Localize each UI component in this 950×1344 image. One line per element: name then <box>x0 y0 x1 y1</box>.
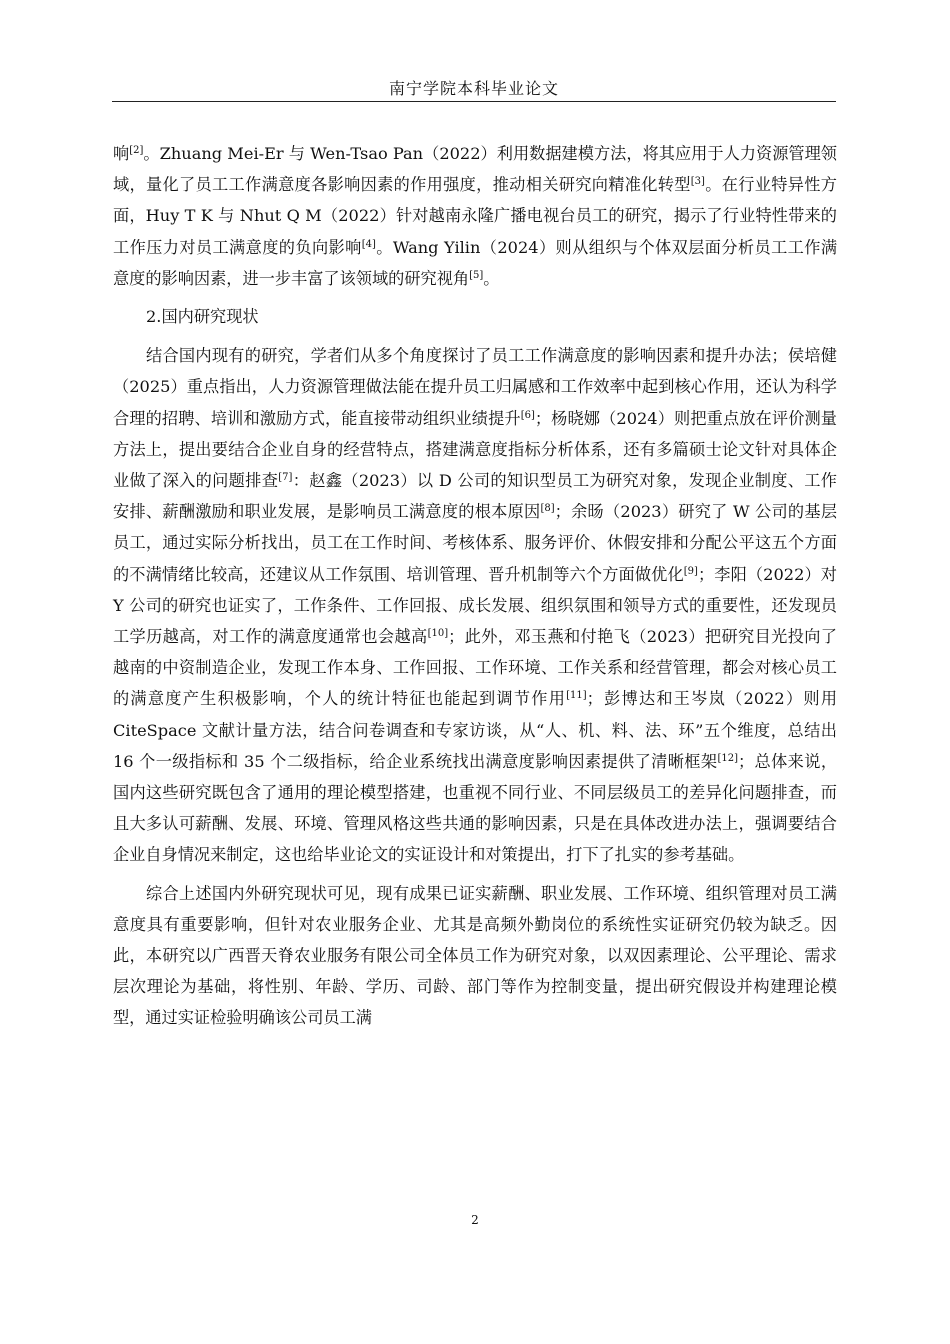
citation-marker: [5] <box>469 269 484 281</box>
text-run: ；彭博达和王岑岚（2022）则用 CiteSpace 文献计量方法，结合问卷调查和专家访谈，从“人、机、料、法、环”五个维度，总结出 16 个一级指标和 35 个二级指标，给企业系统找出满意度影响因素提供了清晰框架 <box>113 689 838 771</box>
text-run: 。 <box>483 268 500 288</box>
citation-marker: [2] <box>129 145 144 156</box>
citation-marker: [7] <box>278 472 293 484</box>
citation-marker: [4] <box>361 238 376 250</box>
citation-marker: [11] <box>566 690 587 702</box>
header-rule <box>112 101 836 102</box>
text-run: 响 <box>113 144 130 163</box>
text-run: 综合上述国内外研究现状可见，现有成果已证实薪酬、职业发展、工作环境、组织管理对员工满意度具有重要影响，但针对农业服务企业、尤其是高频外勤岗位的系统性实证研究仍较为缺乏。因此，本研究以广西晋天脊农业服务有限公司全体员工作为研究对象，以双因素理论、公平理论、需求层次理论为基础，将性别、年龄、学历、司龄、部门等作为控制变量，提出研究假设并构建理论模型，通过实证检验明确该公司员工满 <box>113 883 837 1028</box>
body-text <box>113 138 837 1041</box>
citation-marker: [10] <box>427 628 449 640</box>
text-run: ；余旸（2023）研究了 W 公司的基层员工，通过实际分析找出，员工在工作时间、考核体系、服务评价、休假安排和分配公平这五个方面的不满情绪比较高，还建议从工作氛围、培训管理、晋升机制等六个方面做优化 <box>113 502 838 584</box>
running-header: 南宁学院本科毕业论文 <box>388 79 559 98</box>
text-run: 结合国内现有的研究，学者们从多个角度探讨了员工工作满意度的影响因素和提升办法；侯培健（2025）重点指出，人力资源管理做法能在提升员工归属感和工作效率中起到核心作用，还认为科学合理的招聘、培训和激励方式，能直接带动组织业绩提升 <box>113 346 837 428</box>
section-heading-domestic-research: 2.国内研究现状 <box>146 307 259 327</box>
citation-marker: [8] <box>540 503 555 515</box>
text-run: ；总体来说，国内这些研究既包含了通用的理论模型搭建，也重视不同行业、不同层级员工的差异化问题排查，而且大多认可薪酬、发展、环境、管理风格这些共通的影响因素，只是在具体改进办法上，强调要结合企业自身情况来制定，这也给毕业论文的实证设计和对策提出，打下了扎实的参考基础。 <box>113 751 838 865</box>
paragraph-foreign-research-end <box>113 138 837 294</box>
text-run: ；杨晓娜（2024）则把重点放在评价测量方法上，提出要结合企业自身的经营特点，搭建满意度指标分析体系，还有多篇硕士论文针对具体企业做了深入的问题排查 <box>113 408 837 491</box>
text-run: ：赵鑫（2023）以 D 公司的知识型员工为研究对象，发现企业制度、工作安排、薪酬激励和职业发展，是影响员工满意度的根本原因 <box>113 471 837 522</box>
text-run: ；李阳（2022）对 Y 公司的研究也证实了，工作条件、工作回报、成长发展、组织氛围和领导方式的重要性，还发现员工学历越高，对工作的满意度通常也会越高 <box>113 564 837 647</box>
citation-marker: [12] <box>717 752 738 764</box>
text-run: 。Zhuang Mei-Er 与 Wen-Tsao Pan（2022）利用数据建模方法，将其应用于人力资源管理领域，量化了员工工作满意度各影响因素的作用强度，推动相关研究向精准化转型 <box>113 144 837 195</box>
citation-marker: [6] <box>520 409 535 421</box>
page-number: 2 <box>471 1213 479 1227</box>
paragraph-domestic-research <box>113 340 837 870</box>
paragraph-research-summary <box>113 878 837 1034</box>
text-run: 。Wang Yilin（2024）则从组织与个体双层面分析员工工作满意度的影响因素，进一步丰富了该领域的研究视角 <box>113 237 838 288</box>
citation-marker: [9] <box>683 565 698 577</box>
text-run: ；此外，邓玉燕和付艳飞（2023）把研究目光投向了越南的中资制造企业，发现工作本身、工作回报、工作环境、工作关系和经营管理，都会对核心员工的满意度产生积极影响，个人的统计特征也能起到调节作用 <box>113 627 837 709</box>
text-run: 。在行业特异性方面，Huy T K 与 Nhut Q M（2022）针对越南永隆广播电视台员工的研究，揭示了行业特性带来的工作压力对员工满意度的负向影响 <box>113 175 837 257</box>
citation-marker: [3] <box>690 176 705 188</box>
